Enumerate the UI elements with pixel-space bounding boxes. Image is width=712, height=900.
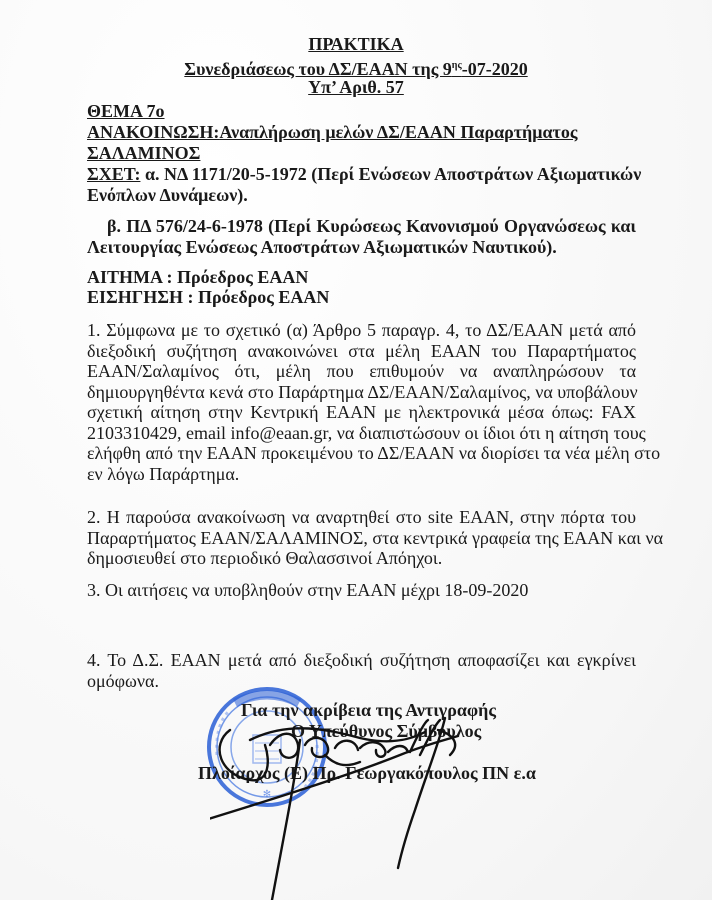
request-line: ΑΙΤΗΜΑ : Πρόεδρος ΕΑΑΝ bbox=[87, 267, 309, 287]
reference-label: ΣΧΕΤ: bbox=[87, 164, 141, 184]
document-title: ΠΡΑΚΤΙΚΑ bbox=[308, 34, 404, 54]
reference-a-line1 bbox=[87, 164, 642, 185]
announcement-text: Αναπλήρωση μελών ΔΣ/ΕΑΑΝ Παραρτήματος bbox=[219, 122, 578, 142]
session-prefix: Συνεδριάσεως του ΔΣ/ΕΑΑΝ της 9 bbox=[184, 59, 452, 79]
announcement-label: ΑΝΑΚΟΙΝΩΣΗ: bbox=[87, 122, 220, 142]
paragraph-2-line: 2. Η παρούσα ανακοίνωση να αναρτηθεί στο site ΕΑΑΝ, στην πόρτα του bbox=[87, 507, 636, 527]
signatory-name: Πλοίαρχος (Ε) Πρ. Γεωργακόπουλος ΠΝ ε.α bbox=[198, 763, 536, 783]
paragraph-2-line: δημοσιευθεί στο περιοδικό Θαλασσινοί Απόηχοι. bbox=[87, 548, 443, 568]
proposal-line: ΕΙΣΗΓΗΣΗ : Πρόεδρος ΕΑΑΝ bbox=[87, 287, 330, 307]
paragraph-1-line: 1. Σύμφωνα με το σχετικό (α) Άρθρο 5 παραγρ. 4, το ΔΣ/ΕΑΑΝ μετά από bbox=[87, 320, 636, 340]
paragraph-1-contact-text: 2103310429, email info@eaan.gr, να διαπιστώσουν οι ίδιοι ότι η αίτηση τους bbox=[87, 422, 646, 443]
svg-text:✻: ✻ bbox=[262, 789, 272, 800]
announcement-continuation: ΣΑΛΑΜΙΝΟΣ bbox=[87, 143, 201, 163]
paragraph-1-line bbox=[87, 422, 646, 444]
reference-a-text: α. ΝΔ 1171/20-5-1972 (Περί Ενώσεων Αποστράτων Αξιωματικών bbox=[140, 164, 642, 184]
signatory-role: Ο Υπεύθυνος Σύμβουλος bbox=[291, 721, 482, 741]
paragraph-1-line: σχετική αίτηση στην Κεντρική ΕΑΑΝ με ηλεκτρονικά μέσα όπως: FAX bbox=[87, 402, 636, 422]
paragraph-4 bbox=[87, 650, 636, 691]
reference-b-line1: β. ΠΔ 576/24-6-1978 (Περί Κυρώσεως Κανονισμού Οργανώσεως και bbox=[107, 216, 636, 236]
paragraph-1-line: διεξοδική συζήτηση ανακοινώνει στα μέλη ΕΑΑΝ του Παραρτήματος bbox=[87, 340, 636, 361]
paragraph-1-line: ΕΑΑΝ/Σαλαμίνος ότι, μέλη που επιθυμούν να αναπληρώσουν τα bbox=[87, 361, 636, 381]
paragraph-1-line: ελήφθη από την ΕΑΑΝ προκειμένου το ΔΣ/ΕΑΑΝ να διορίσει τα νέα μέλη στο bbox=[87, 443, 661, 463]
handwritten-signature-icon bbox=[210, 700, 490, 900]
paragraph-4-line: 4. Το Δ.Σ. ΕΑΑΝ μετά από διεξοδική συζήτηση αποφασίζει και εγκρίνει bbox=[87, 650, 636, 670]
session-line bbox=[0, 56, 712, 79]
paragraph-1 bbox=[87, 320, 661, 484]
session-ordinal: ης bbox=[451, 60, 462, 71]
minutes-number: Υπ’ Αριθ. 57 bbox=[308, 77, 404, 97]
reference-a-line2: Ενόπλων Δυνάμεων). bbox=[87, 185, 248, 205]
paragraph-2 bbox=[87, 507, 664, 569]
paragraph-4-line: ομόφωνα. bbox=[87, 670, 159, 691]
theme-heading: ΘΕΜΑ 7ο bbox=[87, 101, 165, 121]
paragraph-1-line: δημιουργηθέντα κενά στο Παράρτημα ΔΣ/ΕΑΑΝ/Σαλαμίνος, να υποβάλουν bbox=[87, 381, 638, 402]
reference-b-line2: Λειτουργίας Ενώσεως Αποστράτων Αξιωματικών Ναυτικού). bbox=[87, 237, 557, 257]
paragraph-1-line: εν λόγω Παράρτημα. bbox=[87, 463, 240, 484]
session-suffix: -07-2020 bbox=[461, 59, 528, 79]
certification-line: Για την ακρίβεια της Αντιγραφής bbox=[241, 700, 496, 720]
paragraph-2-line: Παραρτήματος ΕΑΑΝ/ΣΑΛΑΜΙΝΟΣ, στα κεντρικά γραφεία της ΕΑΑΝ και να bbox=[87, 527, 664, 548]
announcement-heading bbox=[87, 122, 577, 142]
paragraph-3: 3. Οι αιτήσεις να υποβληθούν στην ΕΑΑΝ μέχρι 18-09-2020 bbox=[87, 580, 529, 600]
